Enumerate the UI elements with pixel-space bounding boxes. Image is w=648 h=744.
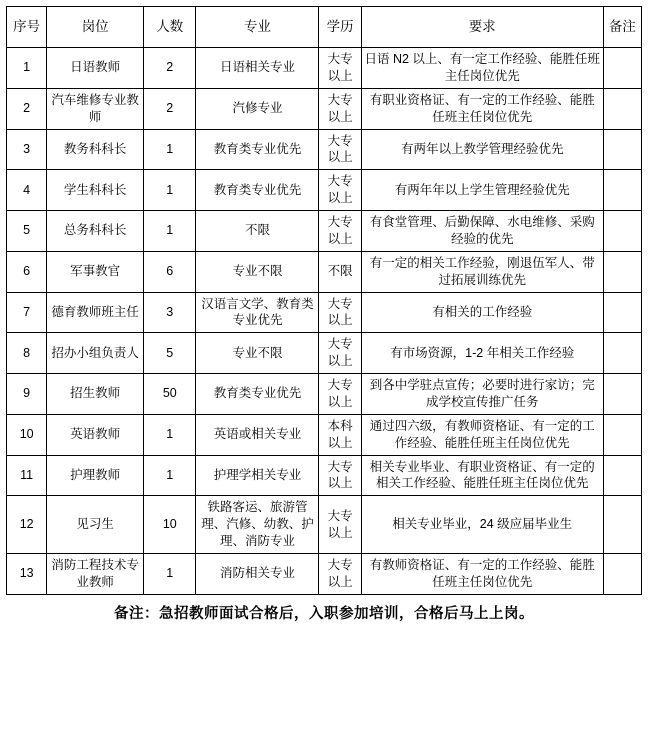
- cell-count: 50: [144, 374, 196, 415]
- table-row: [7, 553, 642, 594]
- cell-requirement: 有职业资格证、有一定的工作经验、能胜任班主任岗位优先: [361, 88, 603, 129]
- cell-education: 大专以上: [319, 129, 361, 170]
- header-requirement: 要求: [361, 7, 603, 48]
- table-row: [7, 333, 642, 374]
- cell-note: [603, 496, 641, 554]
- cell-post: 护理教师: [47, 455, 144, 496]
- table-row: [7, 292, 642, 333]
- cell-post: 总务科科长: [47, 211, 144, 252]
- cell-major: 教育类专业优先: [196, 374, 319, 415]
- cell-requirement: 相关专业毕业，24 级应届毕业生: [361, 496, 603, 554]
- cell-post: 见习生: [47, 496, 144, 554]
- cell-no: 9: [7, 374, 47, 415]
- cell-count: 1: [144, 455, 196, 496]
- table-row: [7, 496, 642, 554]
- cell-note: [603, 88, 641, 129]
- cell-requirement: 到各中学驻点宣传；必要时进行家访；完成学校宣传推广任务: [361, 374, 603, 415]
- cell-major: 汉语言文学、教育类专业优先: [196, 292, 319, 333]
- cell-count: 1: [144, 414, 196, 455]
- cell-requirement: 通过四六级，有教师资格证、有一定的工作经验、能胜任班主任岗位优先: [361, 414, 603, 455]
- footer-note: 备注：急招教师面试合格后，入职参加培训，合格后马上上岗。: [114, 605, 534, 622]
- header-post: 岗位: [47, 7, 144, 48]
- cell-no: 8: [7, 333, 47, 374]
- cell-no: 6: [7, 251, 47, 292]
- cell-major: 教育类专业优先: [196, 170, 319, 211]
- cell-note: [603, 414, 641, 455]
- table-row: [7, 414, 642, 455]
- cell-requirement: 有两年年以上学生管理经验优先: [361, 170, 603, 211]
- cell-count: 10: [144, 496, 196, 554]
- header-major: 专业: [196, 7, 319, 48]
- table-row: [7, 251, 642, 292]
- cell-post: 教务科科长: [47, 129, 144, 170]
- header-note: 备注: [603, 7, 641, 48]
- cell-education: 大专以上: [319, 333, 361, 374]
- cell-note: [603, 333, 641, 374]
- cell-post: 德育教师班主任: [47, 292, 144, 333]
- cell-major: 消防相关专业: [196, 553, 319, 594]
- cell-post: 日语教师: [47, 48, 144, 89]
- header-no: 序号: [7, 7, 47, 48]
- cell-note: [603, 292, 641, 333]
- cell-education: 大专以上: [319, 374, 361, 415]
- table-row: [7, 374, 642, 415]
- table-row: [7, 88, 642, 129]
- cell-education: 大专以上: [319, 455, 361, 496]
- table-row: [7, 129, 642, 170]
- cell-education: 大专以上: [319, 48, 361, 89]
- table-row: [7, 170, 642, 211]
- cell-requirement: 有市场资源，1-2 年相关工作经验: [361, 333, 603, 374]
- cell-requirement: 有教师资格证、有一定的工作经验、能胜任班主任岗位优先: [361, 553, 603, 594]
- cell-no: 3: [7, 129, 47, 170]
- cell-no: 12: [7, 496, 47, 554]
- cell-note: [603, 374, 641, 415]
- cell-count: 2: [144, 88, 196, 129]
- table-row: [7, 211, 642, 252]
- cell-requirement: 有相关的工作经验: [361, 292, 603, 333]
- cell-no: 4: [7, 170, 47, 211]
- cell-requirement: 相关专业毕业、有职业资格证、有一定的相关工作经验、能胜任班主任岗位优先: [361, 455, 603, 496]
- cell-post: 学生科科长: [47, 170, 144, 211]
- cell-note: [603, 251, 641, 292]
- cell-major: 铁路客运、旅游管理、汽修、幼教、护理、消防专业: [196, 496, 319, 554]
- cell-note: [603, 211, 641, 252]
- cell-major: 日语相关专业: [196, 48, 319, 89]
- header-education: 学历: [319, 7, 361, 48]
- cell-no: 2: [7, 88, 47, 129]
- cell-education: 本科以上: [319, 414, 361, 455]
- cell-education: 大专以上: [319, 553, 361, 594]
- cell-no: 7: [7, 292, 47, 333]
- cell-major: 英语或相关专业: [196, 414, 319, 455]
- cell-post: 招办小组负责人: [47, 333, 144, 374]
- cell-major: 专业不限: [196, 333, 319, 374]
- cell-education: 大专以上: [319, 88, 361, 129]
- cell-major: 教育类专业优先: [196, 129, 319, 170]
- cell-education: 不限: [319, 251, 361, 292]
- cell-education: 大专以上: [319, 292, 361, 333]
- cell-count: 1: [144, 129, 196, 170]
- table-row: [7, 455, 642, 496]
- cell-no: 11: [7, 455, 47, 496]
- table-row: [7, 48, 642, 89]
- cell-note: [603, 129, 641, 170]
- cell-education: 大专以上: [319, 496, 361, 554]
- cell-no: 1: [7, 48, 47, 89]
- cell-count: 1: [144, 170, 196, 211]
- cell-post: 招生教师: [47, 374, 144, 415]
- cell-major: 专业不限: [196, 251, 319, 292]
- cell-count: 1: [144, 553, 196, 594]
- cell-education: 大专以上: [319, 211, 361, 252]
- cell-count: 1: [144, 211, 196, 252]
- cell-education: 大专以上: [319, 170, 361, 211]
- cell-no: 10: [7, 414, 47, 455]
- cell-no: 5: [7, 211, 47, 252]
- cell-requirement: 有一定的相关工作经验，刚退伍军人、带过拓展训练优先: [361, 251, 603, 292]
- cell-major: 不限: [196, 211, 319, 252]
- cell-requirement: 日语 N2 以上、有一定工作经验、能胜任班主任岗位优先: [361, 48, 603, 89]
- table-header-row: [7, 7, 642, 48]
- cell-count: 5: [144, 333, 196, 374]
- cell-count: 3: [144, 292, 196, 333]
- header-count: 人数: [144, 7, 196, 48]
- cell-count: 6: [144, 251, 196, 292]
- cell-note: [603, 553, 641, 594]
- cell-major: 护理学相关专业: [196, 455, 319, 496]
- cell-no: 13: [7, 553, 47, 594]
- cell-post: 汽车维修专业教师: [47, 88, 144, 129]
- cell-requirement: 有食堂管理、后勤保障、水电维修、采购经验的优先: [361, 211, 603, 252]
- cell-post: 军事教官: [47, 251, 144, 292]
- cell-major: 汽修专业: [196, 88, 319, 129]
- cell-note: [603, 170, 641, 211]
- cell-requirement: 有两年以上教学管理经验优先: [361, 129, 603, 170]
- cell-note: [603, 48, 641, 89]
- cell-count: 2: [144, 48, 196, 89]
- cell-note: [603, 455, 641, 496]
- recruitment-table: [6, 6, 642, 595]
- cell-post: 消防工程技术专业教师: [47, 553, 144, 594]
- cell-post: 英语教师: [47, 414, 144, 455]
